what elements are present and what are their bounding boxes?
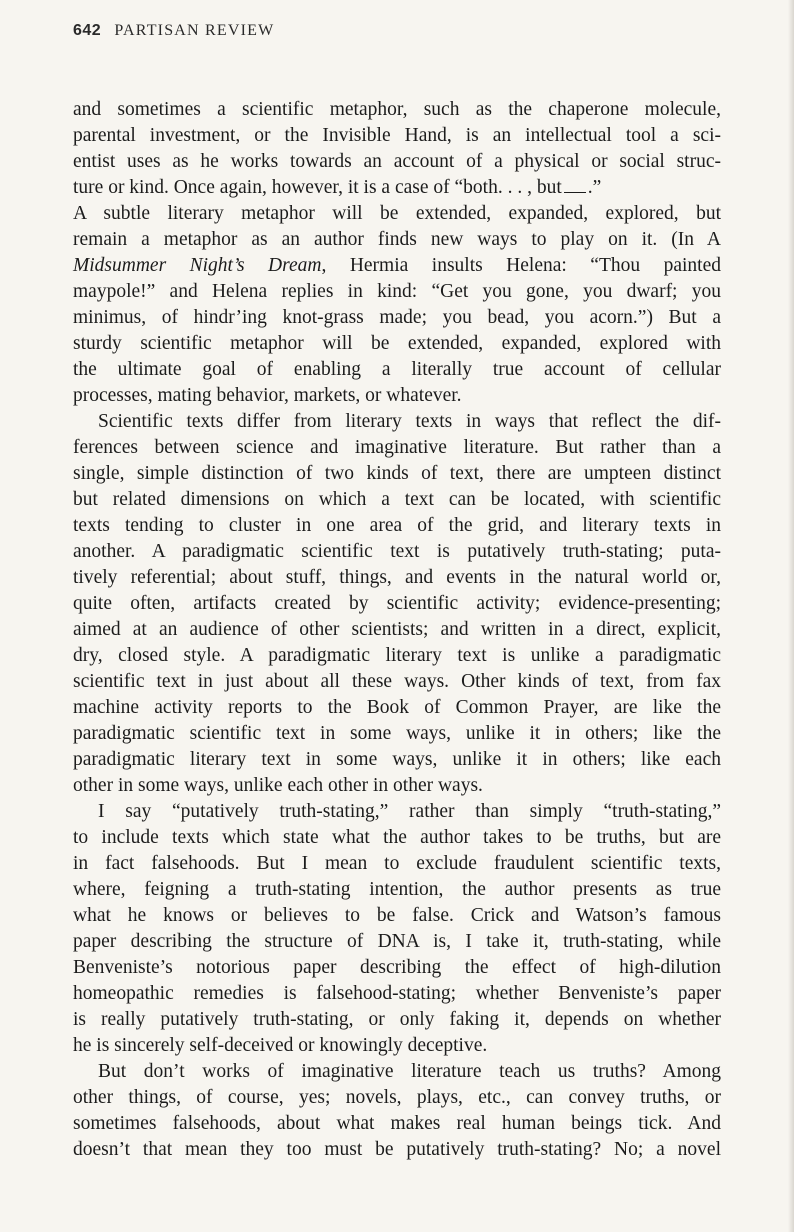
text-line bbox=[73, 539, 721, 565]
line-text: processes, mating behavior, markets, or whatever. bbox=[73, 385, 462, 406]
line-text: remain a metaphor as an author finds new ways to play on it. (In A bbox=[73, 229, 721, 250]
paragraph bbox=[73, 1059, 721, 1163]
line-text: what he knows or believes to be false. Crick and Watson’s famous bbox=[73, 905, 721, 926]
line-text: Benveniste’s notorious paper describing the effect of high-dilution bbox=[73, 957, 721, 978]
text-line bbox=[73, 1137, 721, 1163]
page-edge-shadow bbox=[788, 0, 794, 1232]
line-text: sturdy scientific metaphor will be extended, expanded, explored with bbox=[73, 333, 721, 354]
text-line bbox=[73, 669, 721, 695]
text-line bbox=[73, 1111, 721, 1137]
line-text: parental investment, or the Invisible Hand, is an intellectual tool a sci- bbox=[73, 125, 721, 146]
text-line bbox=[73, 253, 721, 279]
text-line bbox=[73, 851, 721, 877]
text-line bbox=[73, 175, 721, 201]
text-line bbox=[73, 643, 721, 669]
text-line bbox=[73, 565, 721, 591]
text-line bbox=[73, 1059, 721, 1085]
line-text: A subtle literary metaphor will be extended, expanded, explored, but bbox=[73, 203, 721, 224]
text-line bbox=[73, 877, 721, 903]
line-text: But don’t works of imaginative literature teach us truths? Among bbox=[98, 1061, 721, 1082]
line-text: other things, of course, yes; novels, plays, etc., can convey truths, or bbox=[73, 1087, 721, 1108]
text-line bbox=[73, 97, 721, 123]
line-text: other in some ways, unlike each other in other ways. bbox=[73, 775, 483, 796]
line-text: single, simple distinction of two kinds of text, there are umpteen distinct bbox=[73, 463, 721, 484]
line-text: is really putatively truth-stating, or only faking it, depends on whether bbox=[73, 1009, 721, 1030]
text-line bbox=[73, 1007, 721, 1033]
paragraph bbox=[73, 97, 721, 409]
line-text: machine activity reports to the Book of Common Prayer, are like the bbox=[73, 697, 721, 718]
line-text: sometimes falsehoods, about what makes real human beings tick. And bbox=[73, 1113, 721, 1134]
paragraph bbox=[73, 799, 721, 1059]
line-text: the ultimate goal of enabling a literally true account of cellular bbox=[73, 359, 721, 380]
page-number: 642 bbox=[73, 22, 102, 39]
line-text: tively referential; about stuff, things, and events in the natural world or, bbox=[73, 567, 721, 588]
text-line bbox=[73, 721, 721, 747]
fill-in-blank bbox=[564, 177, 586, 193]
text-line bbox=[73, 929, 721, 955]
text-line bbox=[73, 799, 721, 825]
text-line bbox=[73, 201, 721, 227]
text-line bbox=[73, 513, 721, 539]
line-text: paradigmatic scientific text in some ways, unlike it in others; like the bbox=[73, 723, 721, 744]
line-text: another. A paradigmatic scientific text is putatively truth-stating; puta- bbox=[73, 541, 721, 562]
line-text: paper describing the structure of DNA is, I take it, truth-stating, while bbox=[73, 931, 721, 952]
text-line bbox=[73, 903, 721, 929]
text-line bbox=[73, 1033, 721, 1059]
text-line bbox=[73, 773, 721, 799]
italic-title: Midsummer Night’s Dream bbox=[73, 255, 322, 276]
line-text: Scientific texts differ from literary texts in ways that reflect the dif- bbox=[98, 411, 721, 432]
text-line bbox=[73, 331, 721, 357]
line-text: dry, closed style. A paradigmatic literary text is unlike a paradigmatic bbox=[73, 645, 721, 666]
paragraph bbox=[73, 409, 721, 799]
text-line bbox=[73, 279, 721, 305]
line-text: in fact falsehoods. But I mean to exclude fraudulent scientific texts, bbox=[73, 853, 721, 874]
line-text: maypole!” and Helena replies in kind: “Get you gone, you dwarf; you bbox=[73, 281, 721, 302]
text-line bbox=[73, 357, 721, 383]
text-line bbox=[73, 149, 721, 175]
line-text: aimed at an audience of other scientists; and written in a direct, explicit, bbox=[73, 619, 721, 640]
line-text: he is sincerely self-deceived or knowingly deceptive. bbox=[73, 1035, 488, 1056]
text-line bbox=[73, 981, 721, 1007]
text-line bbox=[73, 123, 721, 149]
line-text: but related dimensions on which a text can be located, with scientific bbox=[73, 489, 721, 510]
line-text: texts tending to cluster in one area of the grid, and literary texts in bbox=[73, 515, 721, 536]
text-line bbox=[73, 1085, 721, 1111]
text-line bbox=[73, 409, 721, 435]
text-line bbox=[73, 695, 721, 721]
text-line bbox=[73, 461, 721, 487]
line-text: and sometimes a scientific metaphor, such as the chaperone molecule, bbox=[73, 99, 721, 120]
line-text: scientific text in just about all these ways. Other kinds of text, from fax bbox=[73, 671, 721, 692]
line-text: minimus, of hindr’ing knot-grass made; you bead, you acorn.”) But a bbox=[73, 307, 721, 328]
journal-title: PARTISAN REVIEW bbox=[114, 22, 275, 39]
line-text: to include texts which state what the author takes to be truths, but are bbox=[73, 827, 721, 848]
line-text: doesn’t that mean they too must be putatively truth-stating? No; a novel bbox=[73, 1139, 721, 1160]
text-line bbox=[73, 955, 721, 981]
text-line bbox=[73, 617, 721, 643]
line-text: ferences between science and imaginative literature. But rather than a bbox=[73, 437, 721, 458]
text-line bbox=[73, 435, 721, 461]
line-text: where, feigning a truth-stating intention, the author presents as true bbox=[73, 879, 721, 900]
line-text-tail: .” bbox=[587, 177, 602, 198]
line-text: quite often, artifacts created by scientific activity; evidence-presenting; bbox=[73, 593, 721, 614]
text-line bbox=[73, 305, 721, 331]
line-text: homeopathic remedies is falsehood-stating; whether Benveniste’s paper bbox=[73, 983, 721, 1004]
running-head bbox=[73, 22, 274, 40]
text-line bbox=[73, 227, 721, 253]
body-text bbox=[73, 97, 721, 1163]
line-text: entist uses as he works towards an account of a physical or social struc- bbox=[73, 151, 721, 172]
line-text: I say “putatively truth-stating,” rather than simply “truth-stating,” bbox=[98, 801, 721, 822]
text-line bbox=[73, 591, 721, 617]
text-line bbox=[73, 383, 721, 409]
text-line bbox=[73, 825, 721, 851]
line-text: paradigmatic literary text in some ways, unlike it in others; like each bbox=[73, 749, 721, 770]
line-text: , Hermia insults Helena: “Thou painted bbox=[321, 255, 721, 276]
line-text: ture or kind. Once again, however, it is a case of “both. . . , but bbox=[73, 177, 562, 198]
text-line bbox=[73, 747, 721, 773]
text-line bbox=[73, 487, 721, 513]
